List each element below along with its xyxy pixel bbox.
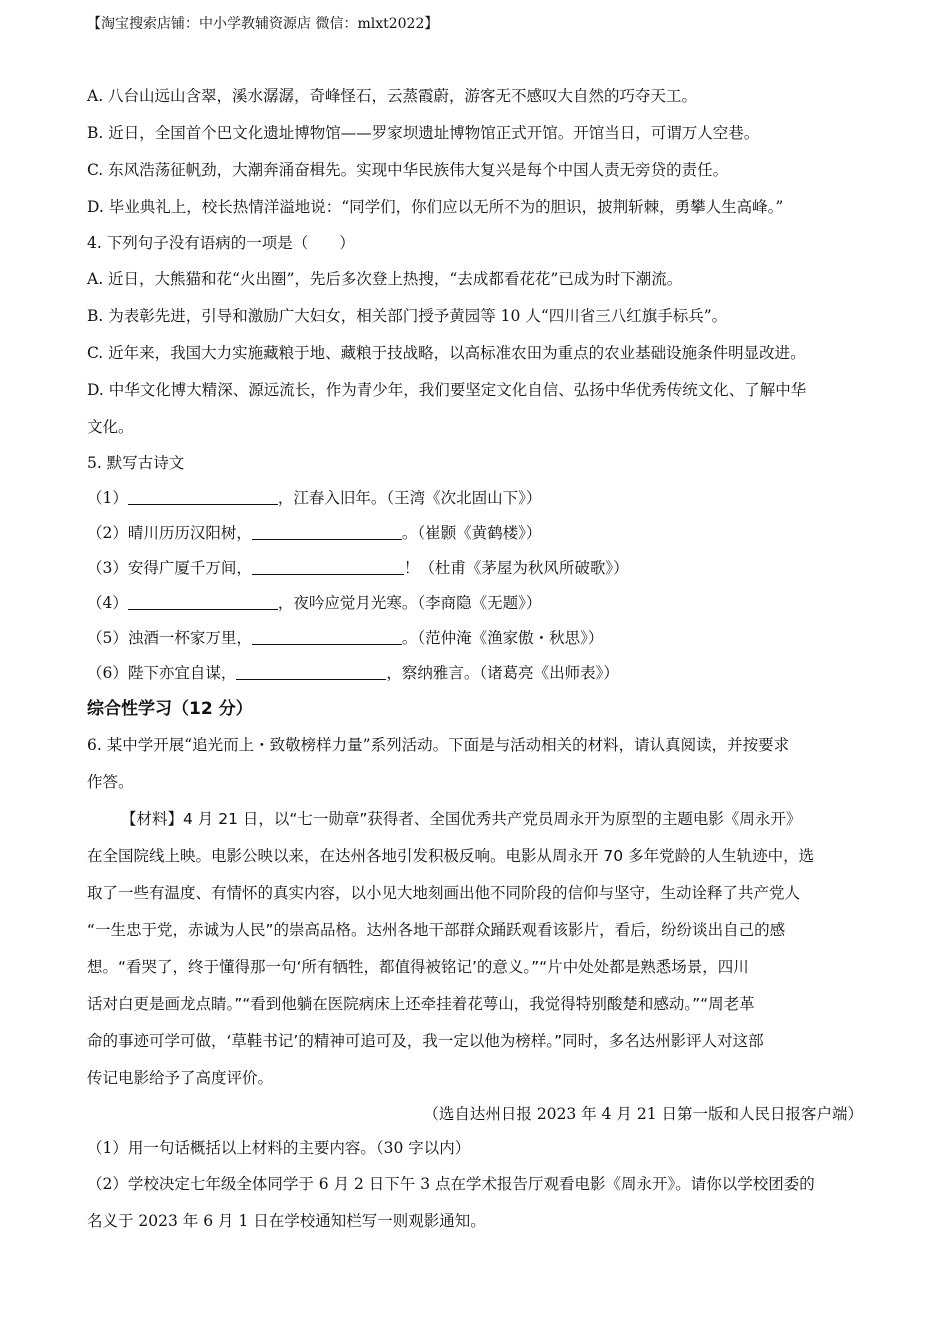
material-passage xyxy=(87,801,863,1097)
q5-item-text-before: 安得广厦千万间， xyxy=(127,559,252,577)
q5-item-number: （4） xyxy=(87,594,128,612)
q5-item-text-after: ，夜吟应觉月光寒。（李商隐《无题》） xyxy=(277,594,542,612)
material-line: 想。“看哭了，终于懂得那一句‘所有牺牲，都值得被铭记’的意义。”“片中处处都是熟悉场景，四川 xyxy=(87,958,749,976)
q4-option-d: D. 中华文化博大精深、源远流长，作为青少年，我们要坚定文化自信、弘扬中华优秀传统文化、了解中华 xyxy=(87,381,807,399)
q6-stem-continued: 作答。 xyxy=(87,773,134,791)
answer-blank[interactable] xyxy=(236,661,386,680)
answer-blank[interactable] xyxy=(252,521,402,540)
q5-item-number: （6） xyxy=(87,664,128,682)
exam-content xyxy=(87,78,863,1240)
q6-sub-question-1: （1）用一句话概括以上材料的主要内容。（30 字以内） xyxy=(87,1139,471,1157)
q3-option-a: A. 八台山远山含翠，溪水潺潺，奇峰怪石，云蒸霞蔚，游客无不感叹大自然的巧夺天工。 xyxy=(87,87,698,105)
answer-blank[interactable] xyxy=(252,556,404,575)
q5-item-5 xyxy=(87,621,863,656)
q6-sub-question-2-continued: 名义于 2023 年 6 月 1 日在学校通知栏写一则观影通知。 xyxy=(87,1212,486,1230)
material-line: 传记电影给予了高度评价。 xyxy=(87,1069,274,1087)
q4-stem: 4. 下列句子没有语病的一项是（ ） xyxy=(87,234,355,252)
q5-item-text-after: 。（范仲淹《渔家傲・秋思》） xyxy=(401,629,604,647)
shop-banner: 【淘宝搜索店铺：中小学教辅资源店 微信：mlxt2022】 xyxy=(87,16,439,32)
section-title: 综合性学习（12 分） xyxy=(87,699,253,719)
q4-option-b: B. 为表彰先进，引导和激励广大妇女，相关部门授予黄园等 10 人“四川省三八红旗手标兵”。 xyxy=(87,307,728,325)
material-line: 命的事迹可学可做，‘草鞋书记’的精神可追可及，我一定以他为榜样。”同时，多名达州影评人对这部 xyxy=(87,1032,764,1050)
material-source: （选自达州日报 2023 年 4 月 21 日第一版和人民日报客户端） xyxy=(423,1105,863,1123)
q5-item-number: （3） xyxy=(87,559,128,577)
material-line: 取了一些有温度、有情怀的真实内容，以小见大地刻画出他不同阶段的信仰与坚守，生动诠释了共产党人 xyxy=(87,884,801,902)
q4-option-a: A. 近日，大熊猫和花“火出圈”，先后多次登上热搜，“去成都看花花”已成为时下潮流。 xyxy=(87,270,683,288)
material-line: 话对白更是画龙点睛。”“看到他躺在医院病床上还牵挂着花萼山，我觉得特别酸楚和感动。”“周老革 xyxy=(87,995,755,1013)
q6-stem: 6. 某中学开展“追光而上・致敬榜样力量”系列活动。下面是与活动相关的材料，请认真阅读，并按要求 xyxy=(87,736,790,754)
q5-stem: 5. 默写古诗文 xyxy=(87,454,185,472)
q5-item-4 xyxy=(87,586,863,621)
answer-blank[interactable] xyxy=(128,486,278,505)
q5-item-text-after: ，察纳雅言。（诸葛亮《出师表》） xyxy=(386,664,619,682)
q5-item-text-after: ，江春入旧年。（王湾《次北固山下》） xyxy=(277,489,542,507)
q5-item-text-before: 晴川历历汉阳树， xyxy=(127,524,252,542)
material-line: “一生忠于党，赤诚为人民”的崇高品格。达州各地干部群众踊跃观看该影片，看后，纷纷谈出自己的感 xyxy=(87,921,786,939)
q4-option-d-continued: 文化。 xyxy=(87,418,134,436)
q5-item-number: （2） xyxy=(87,524,128,542)
material-line: 在全国院线上映。电影公映以来，在达州各地引发积极反响。电影从周永开 70 多年党龄的人生轨迹中，选 xyxy=(87,847,815,865)
q3-option-d: D. 毕业典礼上，校长热情洋溢地说：“同学们，你们应以无所不为的胆识，披荆斩棘，勇攀人生高峰。” xyxy=(87,198,784,216)
answer-blank[interactable] xyxy=(128,591,278,610)
q5-item-3 xyxy=(87,551,863,586)
q6-sub-question-2: （2）学校决定七年级全体同学于 6 月 2 日下午 3 点在学术报告厅观看电影《周永开》。请你以学校团委的 xyxy=(87,1175,815,1193)
material-line: 【材料】4 月 21 日，以“七一勋章”获得者、全国优秀共产党员周永开为原型的主题电影《周永开》 xyxy=(121,810,802,828)
q5-item-text-after: ！（杜甫《茅屋为秋风所破歌》） xyxy=(403,559,629,577)
q5-item-number: （5） xyxy=(87,629,128,647)
q5-item-text-before: 浊酒一杯家万里， xyxy=(127,629,252,647)
q4-option-c: C. 近年来，我国大力实施藏粮于地、藏粮于技战略，以高标准农田为重点的农业基础设施条件明显改进。 xyxy=(87,344,806,362)
q3-option-c: C. 东风浩荡征帆劲，大潮奔涌奋楫先。实现中华民族伟大复兴是每个中国人责无旁贷的责任。 xyxy=(87,161,729,179)
q5-item-number: （1） xyxy=(87,489,128,507)
q5-item-text-before: 陛下亦宜自谋， xyxy=(127,664,237,682)
q5-item-2 xyxy=(87,516,863,551)
answer-blank[interactable] xyxy=(252,626,402,645)
q5-item-1 xyxy=(87,481,863,516)
q3-option-b: B. 近日，全国首个巴文化遗址博物馆——罗家坝遗址博物馆正式开馆。开馆当日，可谓万人空巷。 xyxy=(87,124,760,142)
q5-item-text-after: 。（崔颢《黄鹤楼》） xyxy=(401,524,542,542)
q5-item-6 xyxy=(87,656,863,691)
